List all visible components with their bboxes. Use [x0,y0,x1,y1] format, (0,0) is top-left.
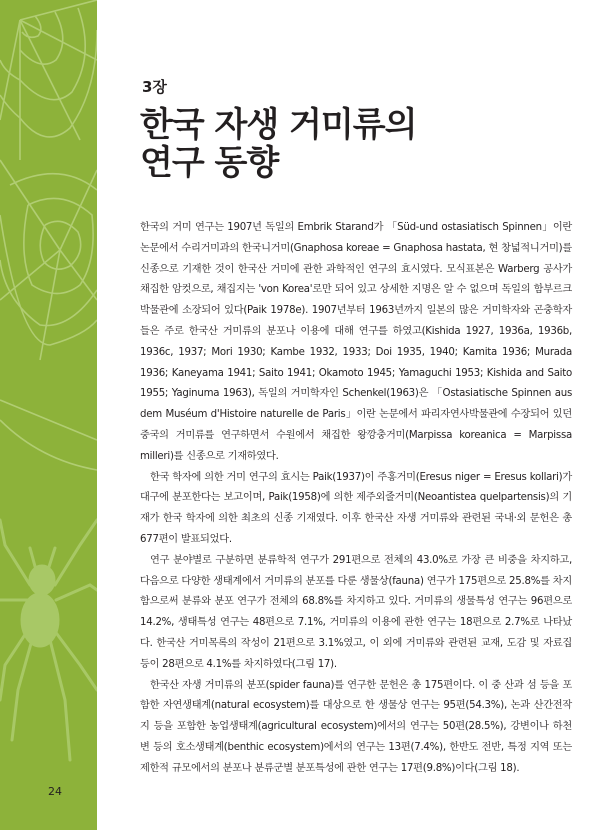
paragraph: 한국산 자생 거미류의 분포(spider fauna)를 연구한 문헌은 총 175편이다. 이 중 산과 섬 등을 포함한 자연생태계(natural ecosystem)를 대상으로 한 생물상 연구는 95편(54.3%), 논과 산간전작지 등을 포함한 농업생태계(agricultural ecosystem)에서의 연구는 50편(28.5%), 강변이나 하천변 등의 호소생태계(benthic ecosystem)에서의 연구는 13편(7.4%), 한반도 전반, 특정 지역 또는 제한적 규모에서의 분포나 분류군별 분포특성에 관한 연구는 17편(9.8%)이다(그림 18). [140,679,572,774]
spider-illustration [0,0,97,830]
chapter-label: 3장 [142,78,167,96]
page-number: 24 [48,785,62,798]
body-text [140,218,572,780]
chapter-title-line-2: 연구 동향 [140,143,279,183]
paragraph: 한국 학자에 의한 거미 연구의 효시는 Paik(1937)이 주홍거미(Eresus niger = Eresus kollari)가 대구에 분포한다는 보고이며, Paik(1958)에 의한 제주외줄거미(Neoantistea quelpartensis)의 기재가 한국 학자에 의한 최초의 신종 기재였다. 이후 한국산 자생 거미류와 관련된 국내·외 문헌은 총 677편이 발표되었다. [140,471,572,545]
paragraph: 연구 분야별로 구분하면 분류학적 연구가 291편으로 전체의 43.0%로 가장 큰 비중을 차지하고, 다음으로 다양한 생태계에서 거미류의 분포를 다룬 생물상(fauna) 연구가 175편으로 25.8%를 차지함으로써 분류와 분포 연구가 전체의 68.8%를 차지하고 있다. 거미류의 생물특성 연구는 96편으로 14.2%, 생태특성 연구는 48편으로 7.1%, 거미류의 이용에 관한 연구는 18편으로 2.7%로 나타났다. 한국산 거미목록의 작성이 21편으로 3.1%였고, 이 외에 거미류와 관련된 교재, 도감 및 자료집 등이 28편으로 4.1%를 차지하였다(그림 17). [140,554,572,670]
chapter-title-line-1: 한국 자생 거미류의 [140,105,417,145]
paragraph: 한국의 거미 연구는 1907년 독일의 Embrik Starand가 「Süd-und ostasiatisch Spinnen」이란 논문에서 수리거미과의 한국니거미(Gnaphosa koreae = Gnaphosa hastata, 현 창넓적니거미)를 신종으로 기재한 것이 한국산 거미에 관한 과학적인 연구의 효시였다. 모식표본은 Warberg 공사가 채집한 암컷으로, 채집지는 'von Korea'로만 되어 있고 상세한 지명은 알 수 없으며 독일의 함부르크박물관에 소장되어 있다(Paik 1978e). 1907년부터 1963년까지 일본의 많은 거미학자와 곤충학자들은 주로 한국산 거미류의 분포나 이용에 대해 연구를 하였고(Kishida 1927, 1936a, 1936b, 1936c, 1937; Mori 1930; Kambe 1932, 1933; Doi 1935, 1940; Kamita 1936; Murada 1936; Kaneyama 1941; Saito 1941; Okamoto 1945; Yamaguchi 1953; Kishida and Saito 1955; Yaginuma 1963), 독일의 거미학자인 Schenkel(1963)은 「Ostasiatische Spinnen aus dem Muséum d'Histoire naturelle de Paris」이란 논문에서 파리자연사박물관에 수장되어 있던 중국의 거미류를 연구하면서 수원에서 채집한 왕깡충거미(Marpissa koreanica = Marpissa milleri)를 신종으로 기재하였다. [140,222,572,462]
chapter-title [140,106,560,182]
decorative-side-band [0,0,97,830]
